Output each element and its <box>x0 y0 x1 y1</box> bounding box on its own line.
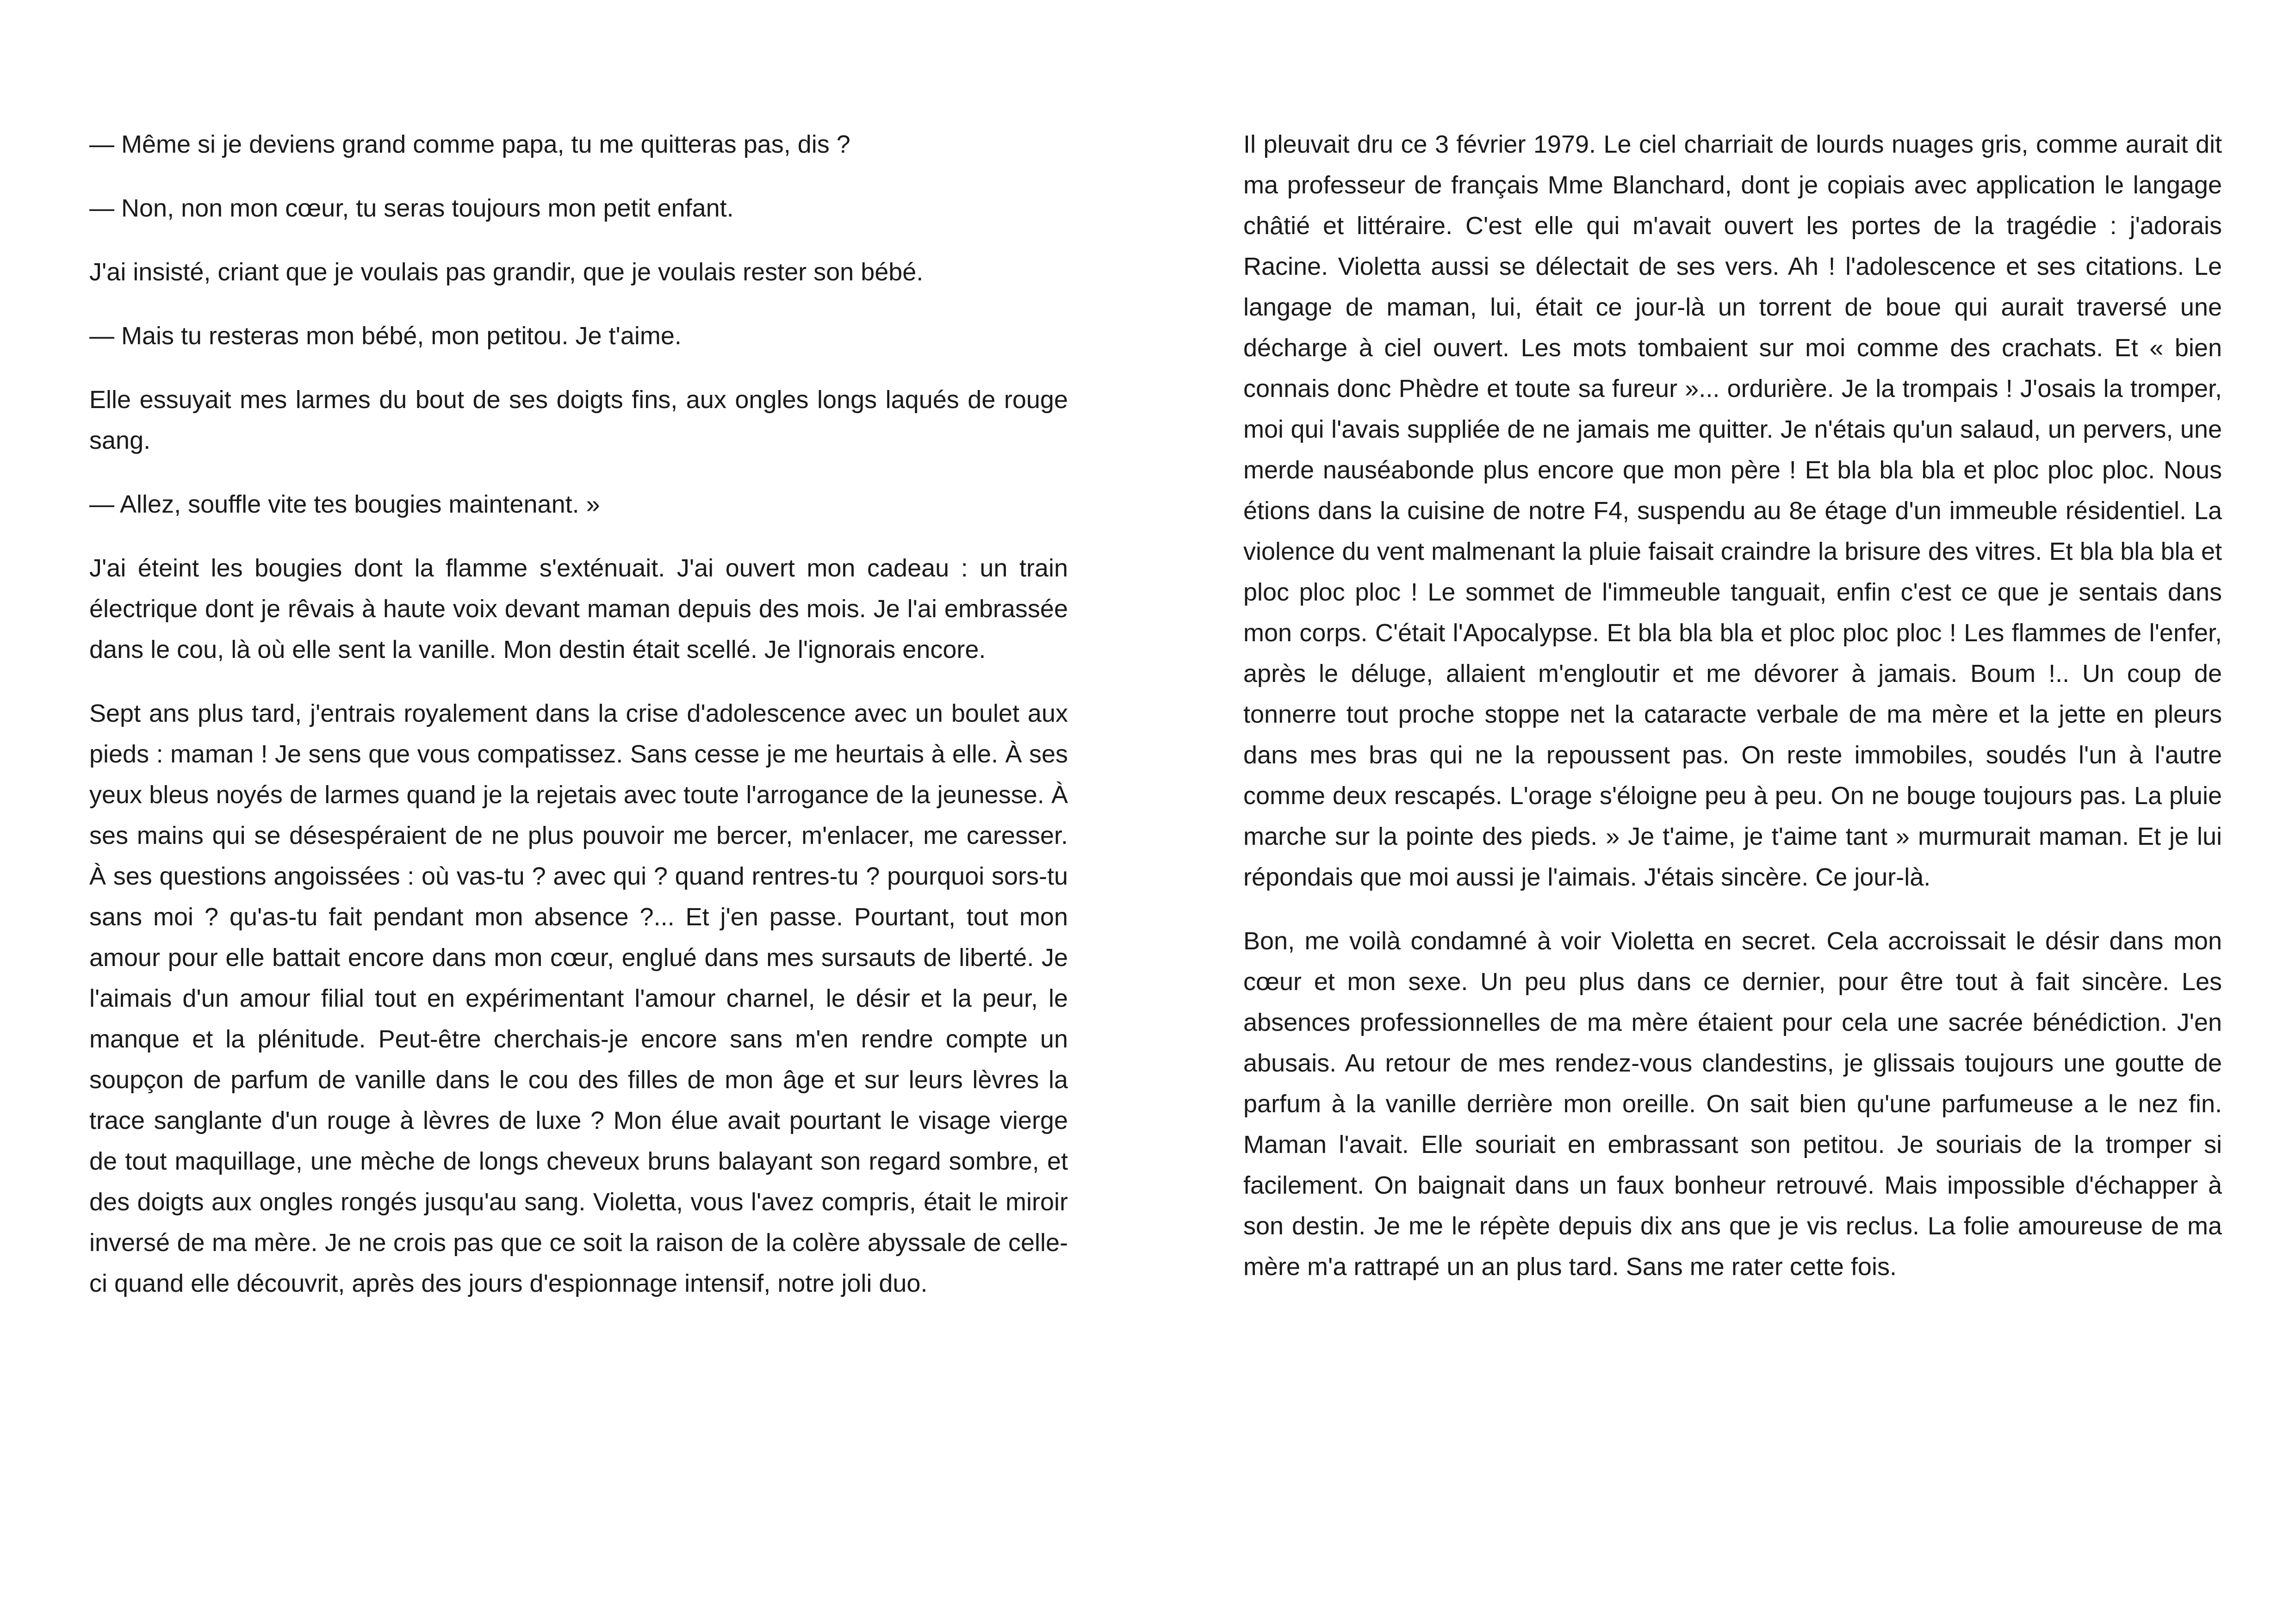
paragraph: J'ai éteint les bougies dont la flamme s'exténuait. J'ai ouvert mon cadeau : un train électrique dont je rêvais à haute voix devant maman depuis des mois. Je l'ai embrassée dans le cou, là où elle sent la vanille. Mon destin était scellé. Je l'ignorais encore. <box>89 554 1068 663</box>
right-page-column <box>1243 124 2222 1287</box>
paragraph: Bon, me voilà condamné à voir Violetta en secret. Cela accroissait le désir dans mon cœur et mon sexe. Un peu plus dans ce dernier, pour être tout à fait sincère. Les absences professionnelles de ma mère étaient pour cela une sacrée bénédiction. J'en abusais. Au retour de mes rendez-vous clandestins, je glissais toujours une goutte de parfum à la vanille derrière mon oreille. On sait bien qu'une parfumeuse a le nez fin. Maman l'avait. Elle souriait en embrassant son petitou. Je souriais de la tromper si facilement. On baignait dans un faux bonheur retrouvé. Mais impossible d'échapper à son destin. Je me le répète depuis dix ans que je vis reclus. La folie amoureuse de ma mère m'a rattrapé un an plus tard. Sans me rater cette fois. <box>1243 927 2222 1281</box>
paragraph: Il pleuvait dru ce 3 février 1979. Le ciel charriait de lourds nuages gris, comme aurait dit ma professeur de français Mme Blanchard, dont je copiais avec application le langage châtié et littéraire. C'est elle qui m'avait ouvert les portes de la tragédie : j'adorais Racine. Violetta aussi se délectait de ses vers. Ah ! l'adolescence et ses citations. Le langage de maman, lui, était ce jour-là un torrent de boue qui aurait traversé une décharge à ciel ouvert. Les mots tombaient sur moi comme des crachats. Et « bien connais donc Phèdre et toute sa fureur »... ordurière. Je la trompais ! J'osais la tromper, moi qui l'avais suppliée de ne jamais me quitter. Je n'étais qu'un salaud, un pervers, une merde nauséabonde plus encore que mon père ! Et bla bla bla et ploc ploc ploc. Nous étions dans la cuisine de notre F4, suspendu au 8e étage d'un immeuble résidentiel. La violence du vent malmenant la pluie faisait craindre la brisure des vitres. Et bla bla bla et ploc ploc ploc ! Le sommet de l'immeuble tanguait, enfin c'est ce que je sentais dans mon corps. C'était l'Apocalypse. Et bla bla bla et ploc ploc ploc ! Les flammes de l'enfer, après le déluge, allaient m'engloutir et me dévorer à jamais. Boum !.. Un coup de tonnerre tout proche stoppe net la cataracte verbale de ma mère et la jette en pleurs dans mes bras qui ne la repoussent pas. On reste immobiles, soudés l'un à l'autre comme deux rescapés. L'orage s'éloigne peu à peu. On ne bouge toujours pas. La pluie marche sur la pointe des pieds. » Je t'aime, je t'aime tant » murmurait maman. Et je lui répondais que moi aussi je l'aimais. J'étais sincère. Ce jour-là. <box>1243 130 2222 891</box>
paragraph: — Non, non mon cœur, tu seras toujours mon petit enfant. <box>89 194 734 222</box>
paragraph: J'ai insisté, criant que je voulais pas grandir, que je voulais rester son bébé. <box>89 258 924 286</box>
paragraph: Elle essuyait mes larmes du bout de ses doigts fins, aux ongles longs laqués de rouge sang. <box>89 386 1068 454</box>
paragraph: — Allez, souffle vite tes bougies maintenant. » <box>89 490 600 518</box>
paragraph: Sept ans plus tard, j'entrais royalement dans la crise d'adolescence avec un boulet aux pieds : maman ! Je sens que vous compatissez. Sans cesse je me heurtais à elle. À ses yeux bleus noyés de larmes quand je la rejetais avec toute l'arrogance de la jeunesse. À ses mains qui se désespéraient de ne plus pouvoir me bercer, m'enlacer, me caresser. À ses questions angoissées : où vas-tu ? avec qui ? quand rentres-tu ? pourquoi sors-tu sans moi ? qu'as-tu fait pendant mon absence ?... Et j'en passe. Pourtant, tout mon amour pour elle battait encore dans mon cœur, englué dans mes sursauts de liberté. Je l'aimais d'un amour filial tout en expérimentant l'amour charnel, le désir et la peur, le manque et la plénitude. Peut-être cherchais-je encore sans m'en rendre compte un soupçon de parfum de vanille dans le cou des filles de mon âge et sur leurs lèvres la trace sanglante d'un rouge à lèvres de luxe ? Mon élue avait pourtant le visage vierge de tout maquillage, une mèche de longs cheveux bruns balayant son regard sombre, et des doigts aux ongles rongés jusqu'au sang. Violetta, vous l'avez compris, était le miroir inversé de ma mère. Je ne crois pas que ce soit la raison de la colère abyssale de celle-ci quand elle découvrit, après des jours d'espionnage intensif, notre joli duo. <box>89 700 1068 1297</box>
paragraph: — Mais tu resteras mon bébé, mon petitou. Je t'aime. <box>89 322 682 350</box>
left-page-column <box>89 124 1068 1304</box>
paragraph: — Même si je deviens grand comme papa, tu me quitteras pas, dis ? <box>89 130 850 158</box>
